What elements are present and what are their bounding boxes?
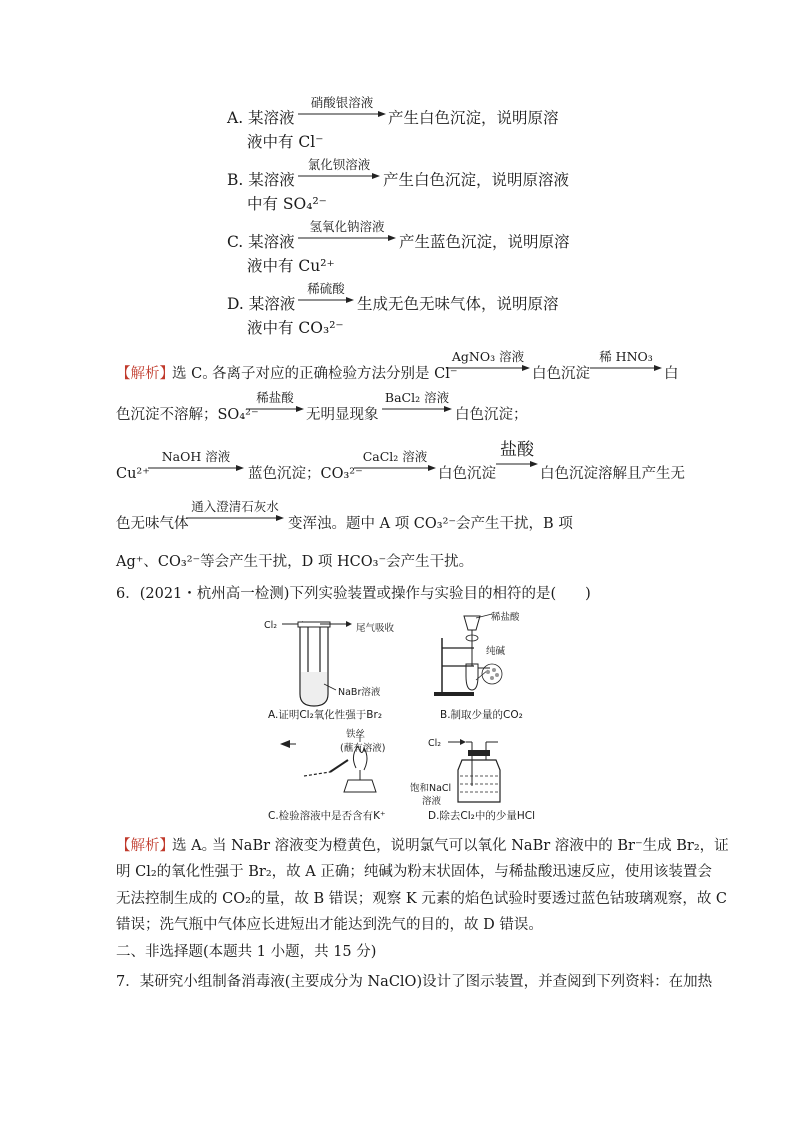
analysis-line: 当 NaBr 溶液变为橙黄色，说明氯气可以氧化 NaBr 溶液中的 Br⁻生成 Br₂，证 xyxy=(212,838,729,854)
analysis-text: 变浑浊。题中 A 项 CO₃²⁻会产生干扰，B 项 xyxy=(288,516,573,532)
reaction-arrow-cacl2 xyxy=(354,450,436,472)
analysis-text: 无明显现象 xyxy=(306,407,379,423)
option-a-line2: 液中有 Cl⁻ xyxy=(247,133,324,151)
option-c-condition: 氢氧化钠溶液 xyxy=(309,219,385,234)
option-c-line2: 液中有 Cu²⁺ xyxy=(247,257,335,275)
option-b-reaction-arrow xyxy=(298,158,380,180)
option-d-prefix: D. 某溶液 xyxy=(227,295,296,313)
fig-d-cl2-label: Cl₂ xyxy=(428,738,442,749)
reaction-condition: 稀 HNO₃ xyxy=(599,349,653,364)
fig-b-acid-label: 稀盐酸 xyxy=(491,612,520,623)
reaction-arrow-limewater xyxy=(186,500,284,522)
fig-c-wire2-label: (蘸有溶液) xyxy=(340,743,386,754)
analysis-text: 色沉淀不溶解；SO₄²⁻ xyxy=(116,407,259,423)
analysis-answer: 选 C。 xyxy=(172,366,217,382)
option-a-prefix: A. 某溶液 xyxy=(227,109,295,127)
fig-a-tail-label: 尾气吸收 xyxy=(356,623,395,634)
fig-c-wire-label: 铁丝 xyxy=(346,729,366,740)
fig-b-base-label: 纯碱 xyxy=(486,646,506,657)
option-c-reaction-arrow xyxy=(298,220,396,242)
fig-d-caption: D.除去Cl₂中的少量HCl xyxy=(428,810,536,822)
option-b-prefix: B. 某溶液 xyxy=(227,171,295,189)
fig-c-caption: C.检验溶液中是否含有K⁺ xyxy=(268,810,386,822)
option-d-line2: 液中有 CO₃²⁻ xyxy=(247,319,344,337)
option-a-reaction-arrow xyxy=(298,96,386,118)
option-d-suffix: 生成无色无味气体，说明原溶 xyxy=(357,295,559,313)
analysis-text: 蓝色沉淀；CO₃²⁻ xyxy=(248,466,363,482)
reaction-arrow-hno3 xyxy=(590,350,662,372)
analysis-tag: 【解析】 xyxy=(116,366,174,382)
analysis-text: 白色沉淀溶解且产生无 xyxy=(540,466,685,482)
analysis-answer: 选 A。 xyxy=(172,838,217,854)
analysis-text: 白色沉淀； xyxy=(455,407,528,423)
fig-d-liquid2-label: 溶液 xyxy=(422,796,442,807)
option-d-reaction-arrow xyxy=(298,282,354,304)
question-6-stem: 6．(2021・杭州高一检测)下列实验装置或操作与实验目的相符的是( ) xyxy=(116,586,591,602)
reaction-arrow-hcl xyxy=(246,391,304,413)
option-a-suffix: 产生白色沉淀，说明原溶 xyxy=(388,109,559,127)
analysis-text: 白色沉淀 xyxy=(532,366,590,382)
analysis-tag: 【解析】 xyxy=(116,838,174,854)
analysis-text: 色无味气体 xyxy=(116,516,189,532)
apparatus-d-drawing xyxy=(448,736,528,808)
analysis-line: 错误；洗气瓶中气体应长进短出才能达到洗气的目的，故 D 错误。 xyxy=(116,917,543,933)
reaction-condition: AgNO₃ 溶液 xyxy=(451,349,525,364)
reaction-condition: 稀盐酸 xyxy=(256,390,294,405)
analysis-text: Cu²⁺ xyxy=(116,466,150,482)
fig-b-caption: B.制取少量的CO₂ xyxy=(440,709,523,721)
option-b-suffix: 产生白色沉淀，说明原溶液 xyxy=(383,171,570,189)
reaction-arrow-hydrochloric xyxy=(496,440,538,468)
analysis-line: 明 Cl₂的氧化性强于 Br₂，故 A 正确；纯碱为粉末状固体，与稀盐酸迅速反应，使用该装置会 xyxy=(116,864,712,880)
reaction-condition: BaCl₂ 溶液 xyxy=(384,390,450,405)
reaction-arrow-bacl2 xyxy=(382,391,452,413)
analysis-intro: 各离子对应的正确检验方法分别是 Cl⁻ xyxy=(212,366,458,382)
question-7-stem: 7．某研究小组制备消毒液(主要成分为 NaClO)设计了图示装置，并查阅到下列资料：在加热 xyxy=(116,974,713,990)
analysis-text: 白色沉淀 xyxy=(438,466,496,482)
analysis-text: Ag⁺、CO₃²⁻等会产生干扰，D 项 HCO₃⁻会产生干扰。 xyxy=(116,554,474,570)
reaction-condition: 通入澄清石灰水 xyxy=(191,499,279,514)
reaction-arrow-naoh xyxy=(148,450,244,472)
option-c-suffix: 产生蓝色沉淀，说明原溶 xyxy=(399,233,570,251)
fig-d-liquid-label: 饱和NaCl xyxy=(410,783,452,794)
option-b-line2: 中有 SO₄²⁻ xyxy=(247,195,327,213)
section-title: 二、非选择题(本题共 1 小题，共 15 分) xyxy=(116,944,377,960)
analysis-text: 白 xyxy=(664,366,679,382)
option-d-condition: 稀硫酸 xyxy=(307,281,345,296)
analysis-line: 无法控制生成的 CO₂的量，故 B 错误；观察 K 元素的焰色试验时要透过蓝色钴玻璃观察，故 C xyxy=(116,891,728,907)
fig-a-caption: A.证明Cl₂氧化性强于Br₂ xyxy=(268,709,383,721)
fig-a-reagent-label: NaBr溶液 xyxy=(338,687,381,698)
reaction-condition: 盐酸 xyxy=(500,440,534,460)
fig-a-cl2-label: Cl₂ xyxy=(264,620,278,631)
reaction-condition: NaOH 溶液 xyxy=(161,449,231,464)
reaction-condition: CaCl₂ 溶液 xyxy=(362,449,428,464)
option-c-prefix: C. 某溶液 xyxy=(227,233,295,251)
reaction-arrow-agno3 xyxy=(446,350,530,372)
option-a-condition: 硝酸银溶液 xyxy=(310,95,374,110)
option-b-condition: 氯化钡溶液 xyxy=(307,157,371,172)
